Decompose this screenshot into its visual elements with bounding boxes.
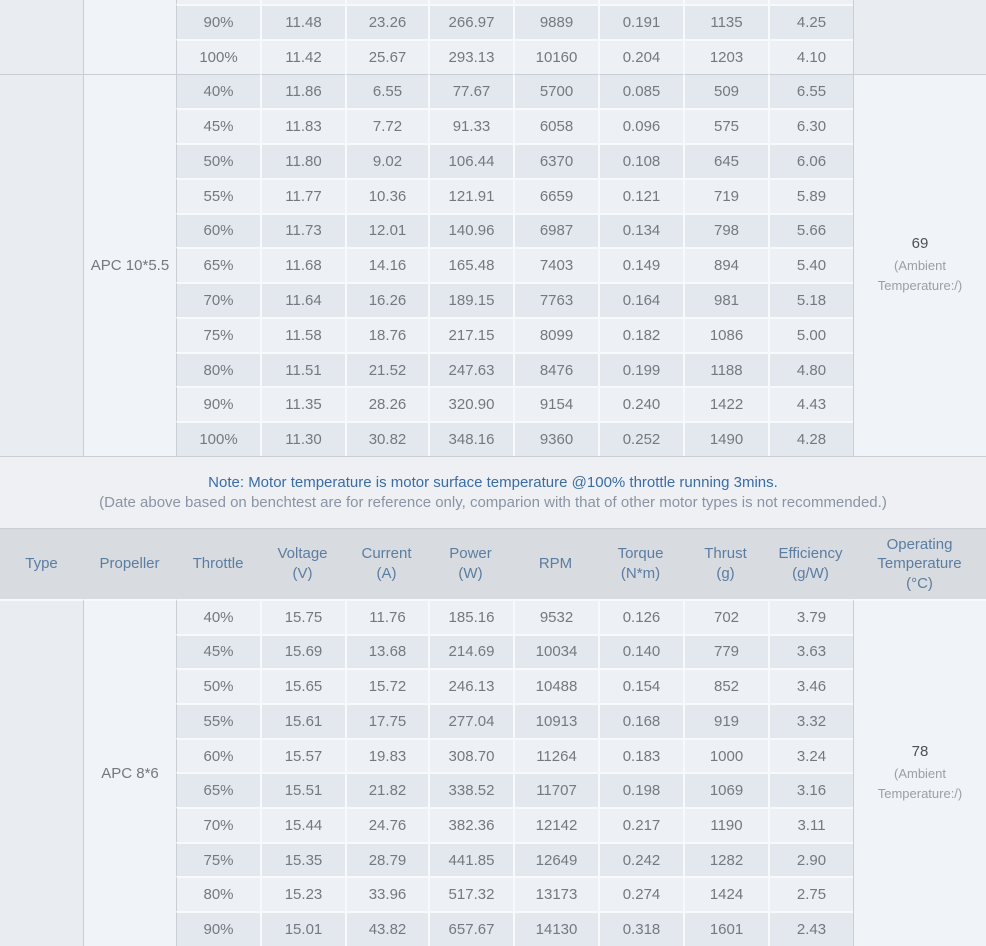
cell-voltage: 11.58 <box>260 317 345 352</box>
cell-throttle: 50% <box>176 668 260 703</box>
cell-torque: 0.318 <box>598 911 683 946</box>
cell-power: 348.16 <box>428 421 513 456</box>
header-row <box>0 528 986 599</box>
cell-efficiency: 3.11 <box>768 807 853 842</box>
column-header-label: Current <box>361 545 412 563</box>
cell-power: 77.67 <box>428 74 513 109</box>
column-header-label: Thrust <box>704 545 747 563</box>
cell-rpm: 12649 <box>513 842 598 877</box>
cell-power: 246.13 <box>428 668 513 703</box>
cell-current: 11.76 <box>345 599 428 634</box>
cell-thrust: 509 <box>683 74 768 109</box>
cell-thrust: 1069 <box>683 772 768 807</box>
column-header-label: Type <box>25 555 58 573</box>
column-header-voltage <box>260 528 345 599</box>
cell-efficiency: 2.90 <box>768 842 853 877</box>
cell-thrust: 1601 <box>683 911 768 946</box>
cell-thrust: 1135 <box>683 4 768 39</box>
type-cell <box>0 74 83 456</box>
cell-power: 277.04 <box>428 703 513 738</box>
temperature-value: 69 <box>911 234 929 252</box>
cell-voltage: 15.23 <box>260 876 345 911</box>
cell-throttle: 45% <box>176 634 260 669</box>
cell-thrust: 1086 <box>683 317 768 352</box>
cell-thrust: 1000 <box>683 738 768 773</box>
propeller-cell: APC 8*6 <box>83 599 176 946</box>
cell-power: 657.67 <box>428 911 513 946</box>
cell-torque: 0.217 <box>598 807 683 842</box>
cell-thrust: 575 <box>683 108 768 143</box>
cell-torque: 0.204 <box>598 39 683 74</box>
cell-power: 308.70 <box>428 738 513 773</box>
cell-rpm: 10913 <box>513 703 598 738</box>
cell-rpm: 7763 <box>513 282 598 317</box>
cell-torque: 0.199 <box>598 352 683 387</box>
cell-rpm: 8099 <box>513 317 598 352</box>
cell-voltage: 15.57 <box>260 738 345 773</box>
cell-efficiency: 6.55 <box>768 74 853 109</box>
cell-power: 185.16 <box>428 599 513 634</box>
cell-efficiency: 5.00 <box>768 317 853 352</box>
cell-throttle: 55% <box>176 178 260 213</box>
cell-efficiency: 5.40 <box>768 247 853 282</box>
cell-throttle: 65% <box>176 247 260 282</box>
cell-throttle: 65% <box>176 772 260 807</box>
temperature-value: 78 <box>911 742 929 760</box>
cell-torque: 0.096 <box>598 108 683 143</box>
spec-table-bottom <box>0 528 986 946</box>
cell-current: 28.79 <box>345 842 428 877</box>
cell-voltage: 11.77 <box>260 178 345 213</box>
cell-power: 91.33 <box>428 108 513 143</box>
cell-thrust: 1424 <box>683 876 768 911</box>
cell-efficiency: 5.18 <box>768 282 853 317</box>
cell-torque: 0.191 <box>598 4 683 39</box>
column-header-propeller <box>83 528 176 599</box>
cell-rpm: 14130 <box>513 911 598 946</box>
column-header-type <box>0 528 83 599</box>
cell-current: 24.76 <box>345 807 428 842</box>
column-header-efficiency <box>768 528 853 599</box>
cell-efficiency: 2.75 <box>768 876 853 911</box>
cell-torque: 0.198 <box>598 772 683 807</box>
spec-table-top <box>0 0 986 457</box>
cell-current: 28.26 <box>345 386 428 421</box>
cell-voltage: 11.42 <box>260 39 345 74</box>
cell-thrust: 798 <box>683 213 768 248</box>
cell-efficiency: 5.89 <box>768 178 853 213</box>
cell-voltage: 11.68 <box>260 247 345 282</box>
cell-power: 517.32 <box>428 876 513 911</box>
column-header-unit: (V) <box>292 564 313 582</box>
cell-thrust: 981 <box>683 282 768 317</box>
cell-torque: 0.149 <box>598 247 683 282</box>
cell-torque: 0.242 <box>598 842 683 877</box>
cell-current: 33.96 <box>345 876 428 911</box>
cell-voltage: 11.30 <box>260 421 345 456</box>
note-block <box>0 457 986 528</box>
cell-power: 217.15 <box>428 317 513 352</box>
cell-thrust: 1203 <box>683 39 768 74</box>
cell-current: 19.83 <box>345 738 428 773</box>
ambient-temperature-note: (Ambient Temperature:/) <box>877 765 963 801</box>
cell-rpm: 6987 <box>513 213 598 248</box>
cell-power: 441.85 <box>428 842 513 877</box>
column-header-throttle <box>176 528 260 599</box>
cell-thrust: 1282 <box>683 842 768 877</box>
cell-torque: 0.140 <box>598 634 683 669</box>
cell-torque: 0.085 <box>598 74 683 109</box>
cell-throttle: 75% <box>176 842 260 877</box>
cell-voltage: 11.48 <box>260 4 345 39</box>
column-header-torque <box>598 528 683 599</box>
cell-throttle: 70% <box>176 282 260 317</box>
cell-torque: 0.154 <box>598 668 683 703</box>
operating-temperature-cell <box>853 74 986 456</box>
cell-thrust: 779 <box>683 634 768 669</box>
cell-thrust: 1422 <box>683 386 768 421</box>
cell-rpm: 10488 <box>513 668 598 703</box>
type-cell <box>0 0 83 74</box>
cell-thrust: 719 <box>683 178 768 213</box>
cell-voltage: 15.01 <box>260 911 345 946</box>
cell-voltage: 15.44 <box>260 807 345 842</box>
cell-rpm: 7403 <box>513 247 598 282</box>
cell-rpm: 5700 <box>513 74 598 109</box>
column-header-label: Throttle <box>192 555 244 573</box>
cell-rpm: 10160 <box>513 39 598 74</box>
cell-current: 18.76 <box>345 317 428 352</box>
cell-efficiency: 2.43 <box>768 911 853 946</box>
cell-voltage: 11.51 <box>260 352 345 387</box>
cell-rpm: 8476 <box>513 352 598 387</box>
cell-current: 25.67 <box>345 39 428 74</box>
cell-throttle: 75% <box>176 317 260 352</box>
column-header-label: Power <box>449 545 492 563</box>
cell-current: 17.75 <box>345 703 428 738</box>
cell-power: 189.15 <box>428 282 513 317</box>
note-line-2: (Date above based on benchtest are for reference only, comparion with that of other motor types is not recommended.) <box>99 493 887 511</box>
column-header-unit: (°C) <box>906 574 933 592</box>
cell-throttle: 45% <box>176 108 260 143</box>
cell-voltage: 15.69 <box>260 634 345 669</box>
cell-power: 247.63 <box>428 352 513 387</box>
cell-efficiency: 3.79 <box>768 599 853 634</box>
cell-current: 21.82 <box>345 772 428 807</box>
cell-power: 106.44 <box>428 143 513 178</box>
cell-current: 6.55 <box>345 74 428 109</box>
cell-torque: 0.182 <box>598 317 683 352</box>
cell-power: 320.90 <box>428 386 513 421</box>
column-header-unit: (W) <box>458 564 483 582</box>
cell-power: 382.36 <box>428 807 513 842</box>
cell-thrust: 1190 <box>683 807 768 842</box>
cell-torque: 0.252 <box>598 421 683 456</box>
cell-rpm: 6659 <box>513 178 598 213</box>
cell-throttle: 50% <box>176 143 260 178</box>
cell-voltage: 15.61 <box>260 703 345 738</box>
cell-rpm: 11707 <box>513 772 598 807</box>
type-cell <box>0 599 83 946</box>
column-header-label: Propeller <box>99 555 160 573</box>
cell-efficiency: 4.25 <box>768 4 853 39</box>
cell-torque: 0.121 <box>598 178 683 213</box>
column-header-rpm <box>513 528 598 599</box>
column-header-unit: (g/W) <box>792 564 829 582</box>
cell-efficiency: 6.06 <box>768 143 853 178</box>
cell-efficiency: 4.43 <box>768 386 853 421</box>
cell-voltage: 15.35 <box>260 842 345 877</box>
cell-current: 15.72 <box>345 668 428 703</box>
cell-efficiency: 3.32 <box>768 703 853 738</box>
cell-rpm: 9532 <box>513 599 598 634</box>
cell-thrust: 1188 <box>683 352 768 387</box>
cell-rpm: 10034 <box>513 634 598 669</box>
cell-torque: 0.240 <box>598 386 683 421</box>
cell-power: 214.69 <box>428 634 513 669</box>
cell-throttle: 60% <box>176 738 260 773</box>
cell-current: 13.68 <box>345 634 428 669</box>
cell-voltage: 11.83 <box>260 108 345 143</box>
cell-throttle: 90% <box>176 911 260 946</box>
cell-efficiency: 4.28 <box>768 421 853 456</box>
cell-torque: 0.274 <box>598 876 683 911</box>
cell-efficiency: 4.80 <box>768 352 853 387</box>
cell-voltage: 11.86 <box>260 74 345 109</box>
cell-current: 30.82 <box>345 421 428 456</box>
column-header-temperature <box>853 528 986 599</box>
cell-voltage: 11.80 <box>260 143 345 178</box>
column-header-label: Voltage <box>277 545 328 563</box>
cell-throttle: 90% <box>176 386 260 421</box>
cell-power: 121.91 <box>428 178 513 213</box>
cell-thrust: 702 <box>683 599 768 634</box>
cell-torque: 0.108 <box>598 143 683 178</box>
table-row <box>0 74 986 109</box>
cell-efficiency: 5.66 <box>768 213 853 248</box>
cell-current: 7.72 <box>345 108 428 143</box>
cell-efficiency: 6.30 <box>768 108 853 143</box>
cell-throttle: 70% <box>176 807 260 842</box>
cell-rpm: 9360 <box>513 421 598 456</box>
cell-throttle: 60% <box>176 213 260 248</box>
cell-power: 140.96 <box>428 213 513 248</box>
cell-current: 16.26 <box>345 282 428 317</box>
cell-voltage: 11.64 <box>260 282 345 317</box>
cell-throttle: 100% <box>176 421 260 456</box>
cell-thrust: 1490 <box>683 421 768 456</box>
cell-power: 293.13 <box>428 39 513 74</box>
column-header-label: Efficiency <box>778 545 843 563</box>
cell-throttle: 40% <box>176 599 260 634</box>
column-header-label: Operating Temperature <box>877 535 962 573</box>
operating-temperature-cell <box>853 0 986 74</box>
column-header-power <box>428 528 513 599</box>
ambient-temperature-note: (Ambient Temperature:/) <box>877 257 963 293</box>
cell-rpm: 12142 <box>513 807 598 842</box>
cell-current: 10.36 <box>345 178 428 213</box>
cell-voltage: 15.65 <box>260 668 345 703</box>
cell-throttle: 100% <box>176 39 260 74</box>
cell-voltage: 15.51 <box>260 772 345 807</box>
cell-power: 338.52 <box>428 772 513 807</box>
cell-efficiency: 4.10 <box>768 39 853 74</box>
cell-power: 165.48 <box>428 247 513 282</box>
column-header-unit: (N*m) <box>620 564 661 582</box>
note-line-1: Note: Motor temperature is motor surface temperature @100% throttle running 3mins. <box>208 473 778 491</box>
column-header-label: RPM <box>538 555 573 573</box>
cell-rpm: 9889 <box>513 4 598 39</box>
cell-torque: 0.126 <box>598 599 683 634</box>
cell-current: 14.16 <box>345 247 428 282</box>
column-header-label: Torque <box>617 545 664 563</box>
cell-efficiency: 3.16 <box>768 772 853 807</box>
cell-torque: 0.134 <box>598 213 683 248</box>
cell-efficiency: 3.46 <box>768 668 853 703</box>
cell-thrust: 852 <box>683 668 768 703</box>
column-header-current <box>345 528 428 599</box>
cell-rpm: 6058 <box>513 108 598 143</box>
column-header-unit: (A) <box>376 564 397 582</box>
propeller-cell <box>83 0 176 74</box>
cell-current: 21.52 <box>345 352 428 387</box>
cell-voltage: 11.73 <box>260 213 345 248</box>
cell-voltage: 15.75 <box>260 599 345 634</box>
cell-voltage: 11.35 <box>260 386 345 421</box>
cell-current: 43.82 <box>345 911 428 946</box>
cell-throttle: 55% <box>176 703 260 738</box>
cell-throttle: 80% <box>176 352 260 387</box>
propeller-cell: APC 10*5.5 <box>83 74 176 456</box>
cell-throttle: 90% <box>176 4 260 39</box>
cell-current: 23.26 <box>345 4 428 39</box>
cell-throttle: 40% <box>176 74 260 109</box>
column-header-unit: (g) <box>716 564 735 582</box>
table-row <box>0 599 986 634</box>
column-header-thrust <box>683 528 768 599</box>
operating-temperature-cell <box>853 599 986 946</box>
cell-rpm: 11264 <box>513 738 598 773</box>
cell-torque: 0.164 <box>598 282 683 317</box>
cell-efficiency: 3.24 <box>768 738 853 773</box>
cell-rpm: 13173 <box>513 876 598 911</box>
cell-thrust: 919 <box>683 703 768 738</box>
cell-thrust: 645 <box>683 143 768 178</box>
cell-thrust: 894 <box>683 247 768 282</box>
cell-rpm: 9154 <box>513 386 598 421</box>
cell-current: 9.02 <box>345 143 428 178</box>
cell-rpm: 6370 <box>513 143 598 178</box>
cell-throttle: 80% <box>176 876 260 911</box>
cell-current: 12.01 <box>345 213 428 248</box>
cell-efficiency: 3.63 <box>768 634 853 669</box>
cell-torque: 0.168 <box>598 703 683 738</box>
cell-power: 266.97 <box>428 4 513 39</box>
cell-torque: 0.183 <box>598 738 683 773</box>
